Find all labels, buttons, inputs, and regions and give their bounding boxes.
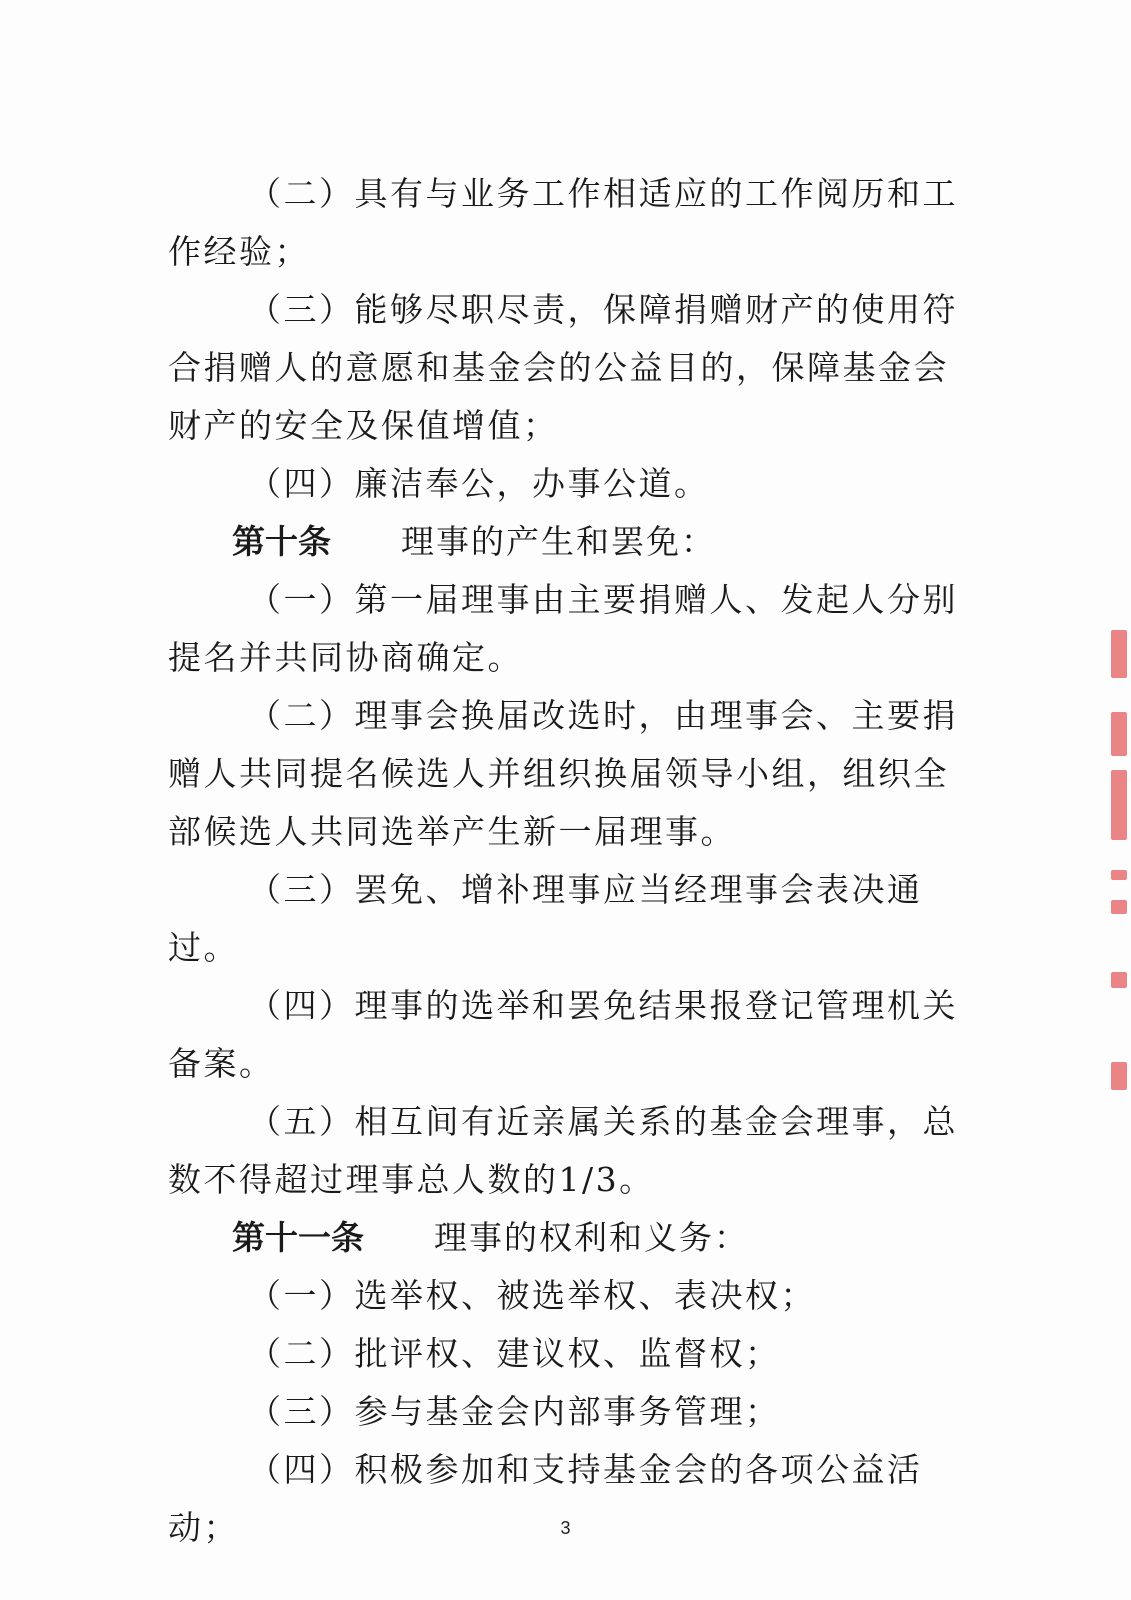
paragraph: （四）理事的选举和罢免结果报登记管理机关备案。 xyxy=(168,986,958,1083)
seal-edge-mark xyxy=(1111,870,1127,880)
paragraph: （三）罢免、增补理事应当经理事会表决通过。 xyxy=(168,870,923,967)
paragraph: （四）积极参加和支持基金会的各项公益活动； xyxy=(168,1450,923,1547)
paragraph: （五）相互间有近亲属关系的基金会理事，总数不得超过理事总人数的1/3。 xyxy=(168,1102,958,1199)
article-title: 理事的产生和罢免： xyxy=(401,522,716,561)
article-title: 理事的权利和义务： xyxy=(434,1218,749,1257)
paragraph: （三）能够尽职尽责，保障捐赠财产的使用符合捐赠人的意愿和基金会的公益目的，保障基金会财产的安全及保值增值； xyxy=(168,290,958,445)
paragraph: （三）参与基金会内部事务管理； xyxy=(248,1392,781,1431)
seal-edge-mark xyxy=(1111,1062,1127,1090)
document-body xyxy=(168,165,958,1557)
article-heading xyxy=(168,1209,958,1267)
article-number: 第十条 xyxy=(232,522,331,561)
seal-edge-mark xyxy=(1111,770,1127,840)
article-heading xyxy=(168,513,958,571)
seal-edge-mark xyxy=(1111,972,1127,988)
seal-edge-mark xyxy=(1111,630,1127,678)
paragraph: （四）廉洁奉公，办事公道。 xyxy=(248,464,710,503)
paragraph: （二）批评权、建议权、监督权； xyxy=(248,1334,781,1373)
article-number: 第十一条 xyxy=(232,1218,364,1257)
paragraph: （一）第一届理事由主要捐赠人、发起人分别提名并共同协商确定。 xyxy=(168,580,958,677)
paragraph: （二）具有与业务工作相适应的工作阅历和工作经验； xyxy=(168,174,958,271)
paragraph: （二）理事会换届改选时，由理事会、主要捐赠人共同提名候选人并组织换届领导小组，组织全部候选人共同选举产生新一届理事。 xyxy=(168,696,958,851)
paragraph: （一）选举权、被选举权、表决权； xyxy=(248,1276,816,1315)
seal-edge-mark xyxy=(1111,712,1127,756)
seal-edge-mark xyxy=(1111,900,1127,914)
page-number: 3 xyxy=(560,1518,571,1538)
